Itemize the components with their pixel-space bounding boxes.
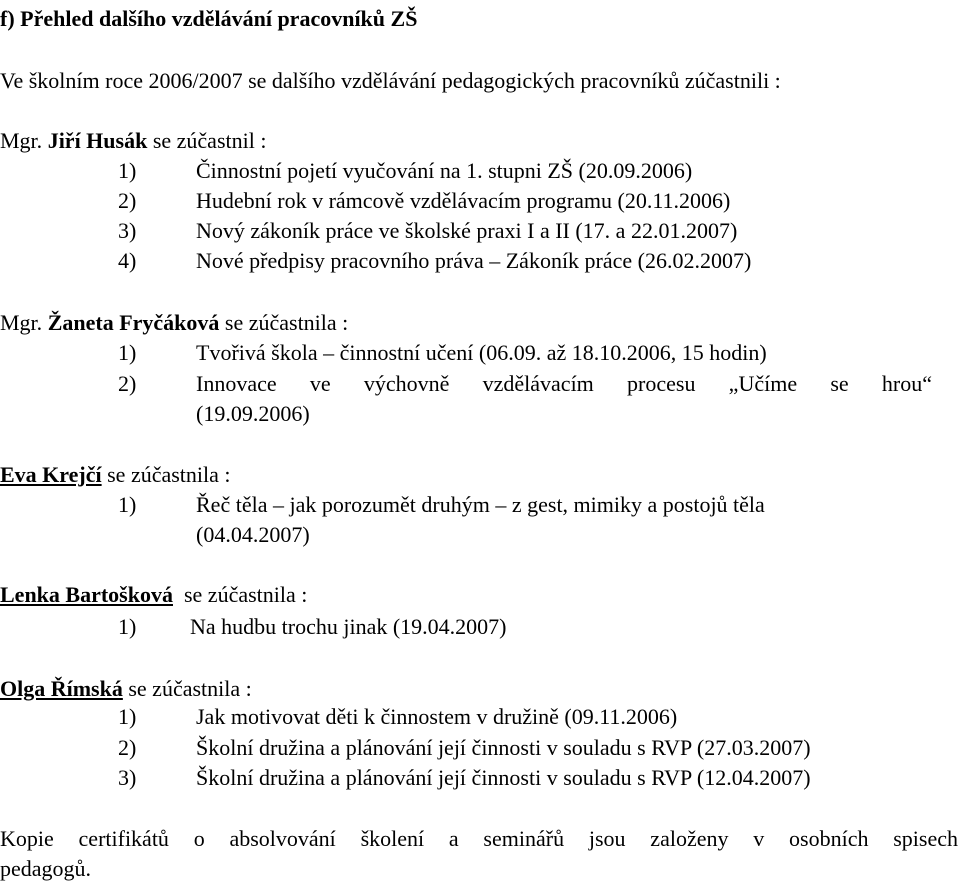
- person-husak-suffix: se zúčastnil :: [147, 128, 267, 153]
- person-rimska-name: Olga Římská: [0, 676, 123, 701]
- item-number: 3): [118, 218, 137, 243]
- item-number: 1): [118, 704, 137, 729]
- person-husak-line: [0, 126, 266, 156]
- person-frycakova-suffix: se zúčastnila :: [219, 310, 349, 335]
- person-rimska-suffix: se zúčastnila :: [122, 676, 252, 701]
- item-number: 2): [118, 735, 137, 760]
- item-text: Jak motivovat děti k činnostem v družině (09.11.2006): [196, 704, 678, 729]
- person-krejci-line: [0, 460, 231, 490]
- person-frycakova-prefix: Mgr.: [0, 310, 48, 335]
- item-text: (04.04.2007): [196, 522, 310, 547]
- item-text: Innovace ve výchovně vzdělávacím procesu „Učíme se hrou“: [196, 371, 932, 396]
- item-text: Tvořivá škola – činnostní učení (06.09. až 18.10.2006, 15 hodin): [196, 340, 767, 365]
- item-number: 1): [118, 492, 137, 517]
- item-number: 1): [118, 158, 137, 183]
- item-text: Školní družina a plánování její činnosti v souladu s RVP (27.03.2007): [196, 735, 811, 760]
- intro-text: Ve školním roce 2006/2007 se dalšího vzdělávání pedagogických pracovníků zúčastnili :: [0, 68, 781, 93]
- section-heading: f) Přehled dalšího vzdělávání pracovníků ZŠ: [0, 6, 418, 31]
- item-number: 1): [118, 340, 137, 365]
- item-text: Řeč těla – jak porozumět druhým – z gest, mimiky a postojů těla: [196, 492, 765, 517]
- item-text: Hudební rok v rámcově vzdělávacím programu (20.11.2006): [196, 188, 731, 213]
- item-text: Nový zákoník práce ve školské praxi I a II (17. a 22.01.2007): [196, 218, 738, 243]
- person-bartoskova-line: [0, 580, 307, 610]
- person-bartoskova-suffix: se zúčastnila :: [172, 582, 308, 607]
- item-text: Činnostní pojetí vyučování na 1. stupni ZŠ (20.09.2006): [196, 158, 693, 183]
- item-number: 1): [118, 614, 137, 639]
- person-husak-name: Jiří Husák: [47, 128, 148, 153]
- item-text: Nové předpisy pracovního práva – Zákoník práce (26.02.2007): [196, 248, 752, 273]
- person-husak-prefix: Mgr.: [0, 128, 48, 153]
- item-number: 2): [118, 188, 137, 213]
- footer-paragraph-line2: pedagogů.: [0, 856, 92, 881]
- item-text: (19.09.2006): [196, 401, 310, 426]
- footer-paragraph-line1: Kopie certifikátů o absolvování školení a seminářů jsou založeny v osobních spisech: [0, 826, 958, 851]
- item-text: Školní družina a plánování její činnosti v souladu s RVP (12.04.2007): [196, 765, 811, 790]
- item-text: Na hudbu trochu jinak (19.04.2007): [190, 614, 507, 639]
- item-number: 3): [118, 765, 137, 790]
- item-number: 2): [118, 371, 137, 396]
- person-rimska-line: [0, 674, 252, 704]
- item-number: 4): [118, 248, 137, 273]
- person-krejci-suffix: se zúčastnila :: [101, 462, 231, 487]
- person-krejci-name: Eva Krejčí: [0, 462, 102, 487]
- person-frycakova-name: Žaneta Fryčáková: [47, 310, 220, 335]
- person-bartoskova-name: Lenka Bartošková: [0, 582, 173, 607]
- person-frycakova-line: [0, 308, 348, 338]
